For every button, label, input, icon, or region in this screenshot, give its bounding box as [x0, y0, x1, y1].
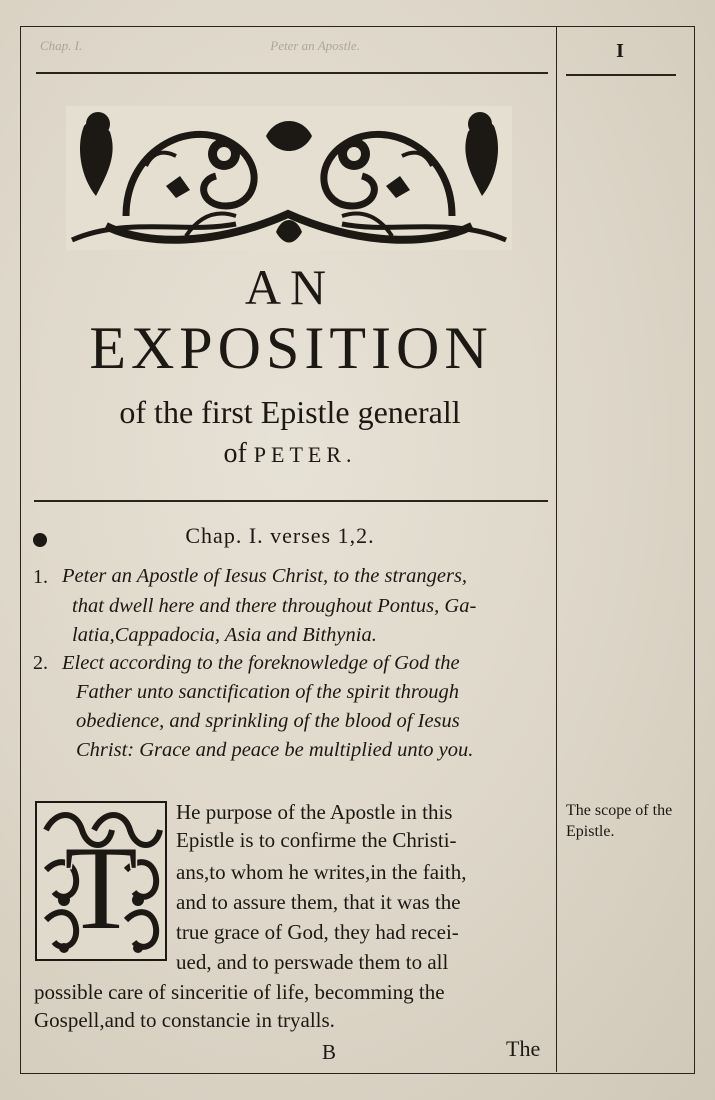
ink-dot: [33, 533, 47, 547]
verse-number: 1.: [33, 566, 48, 588]
running-head-title: Peter an Apostle.: [270, 38, 360, 53]
verse-line: Father unto sanctification of the spirit through: [76, 681, 460, 703]
verse-line: obedience, and sprinkling of the blood of Iesus: [76, 710, 460, 732]
body-line: and to assure them, that it was the: [176, 890, 461, 914]
body-line: He purpose of the Apostle in this: [176, 800, 453, 824]
drop-cap-letter: T: [64, 821, 138, 954]
title-exposition: EXPOSITION: [89, 315, 493, 381]
verse-line: Elect according to the foreknowledge of God the: [62, 652, 460, 674]
body-line: Epistle is to confirme the Christi-: [176, 828, 457, 852]
title-rule: [34, 500, 548, 502]
running-head: [40, 38, 548, 54]
verse-line: that dwell here and there throughout Pontus, Ga-: [72, 595, 477, 617]
catchword: The: [506, 1036, 541, 1061]
title-of-prefix: of: [223, 438, 254, 469]
margin-header-rule: [566, 74, 676, 76]
body-line: Gospell,and to constancie in tryalls.: [34, 1008, 335, 1032]
woodcut-headpiece: [66, 106, 512, 250]
verse-number: 2.: [33, 652, 48, 674]
folio-number: I: [616, 40, 624, 62]
title-an: AN: [244, 259, 336, 315]
verse-line: latia,Cappadocia, Asia and Bithynia.: [72, 624, 377, 646]
title-of-peter: [30, 440, 550, 468]
body-line: possible care of sinceritie of life, becomming the: [34, 980, 445, 1004]
body-line: true grace of God, they had recei-: [176, 920, 459, 944]
margin-note: The scope of the Epistle.: [566, 802, 673, 840]
signature-mark: B: [322, 1040, 337, 1064]
body-line: ans,to whom he writes,in the faith,: [176, 860, 467, 884]
verse-line: Christ: Grace and peace be multiplied unto you.: [76, 739, 474, 761]
running-head-chapter: Chap. I.: [40, 38, 83, 53]
chapter-heading: Chap. I. verses 1,2.: [185, 523, 375, 548]
verse-line: Peter an Apostle of Iesus Christ, to the strangers,: [62, 565, 468, 587]
title-peter: PETER.: [253, 442, 357, 467]
decorated-initial: [34, 800, 168, 962]
body-line: ued, and to perswade them to all: [176, 950, 449, 974]
header-rule: [36, 72, 548, 74]
margin-column-rule: [556, 26, 557, 1072]
title-subtitle: of the first Epistle generall: [119, 394, 461, 430]
